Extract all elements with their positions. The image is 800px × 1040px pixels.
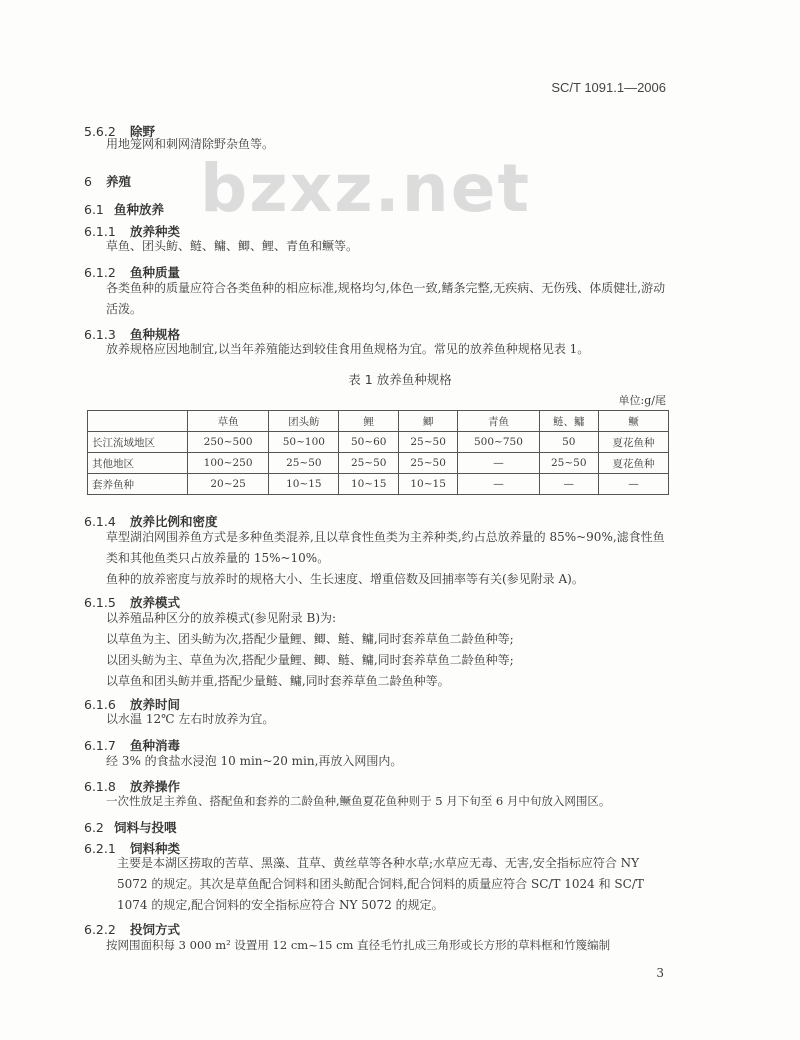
section-title: 放养比例和密度: [130, 514, 218, 529]
paragraph: 各类鱼种的质量应符合各类鱼种的相应标准,规格均匀,体色一致,鳍条完整,无疾病、无伤残、体质健壮,游动活泼。: [106, 281, 666, 316]
table-header-row: [88, 411, 669, 432]
table-header-cell: [88, 411, 188, 432]
paragraph: 用地笼网和刺网清除野杂鱼等。: [106, 137, 275, 151]
paragraph: 以草鱼为主、团头鲂为次,搭配少量鲤、鲫、鲢、鳙,同时套养草鱼二龄鱼种等;: [106, 632, 514, 646]
table-cell: —: [598, 474, 668, 495]
table-caption: 表 1 放养鱼种规格: [348, 372, 452, 387]
table-unit: 单位:g/尾: [618, 394, 666, 407]
table-cell: 250~500: [188, 432, 269, 453]
section-title: 投饲方式: [130, 922, 181, 937]
section-title: 放养操作: [130, 779, 181, 794]
table-header-cell: 鲤: [339, 411, 398, 432]
section-number: 5.6.2: [84, 124, 116, 139]
table-cell: 25~50: [398, 432, 457, 453]
section-title: 饲料与投喂: [114, 820, 177, 835]
section-6-2-heading: [84, 818, 177, 836]
section-number: 6.1: [84, 202, 104, 217]
section-title: 鱼种质量: [130, 265, 181, 280]
paragraph: 草型湖泊网围养鱼方式是多种鱼类混养,且以草食性鱼类为主养种类,约占总放养量的 85%~90%,滤食性鱼类和其他鱼类只占放养量的 15%~10%。: [106, 530, 665, 565]
section-title: 鱼种规格: [130, 327, 181, 342]
table-cell: 25~50: [398, 453, 457, 474]
table-cell: 长江流域地区: [88, 432, 188, 453]
section-number: 6.2.1: [84, 841, 116, 856]
paragraph: 以团头鲂为主、草鱼为次,搭配少量鲤、鲫、鲢、鳙,同时套养草鱼二龄鱼种等;: [106, 653, 514, 667]
table-header-cell: 团头鲂: [269, 411, 339, 432]
section-title: 鱼种放养: [114, 202, 165, 217]
section-title: 饲料种类: [130, 841, 181, 856]
paragraph: 以养殖品种区分的放养模式(参见附录 B)为:: [106, 611, 337, 625]
section-number: 6.1.8: [84, 779, 116, 794]
table-cell: 20~25: [188, 474, 269, 495]
table-cell: 10~15: [398, 474, 457, 495]
table-header-cell: 青鱼: [458, 411, 539, 432]
section-title: 除野: [130, 124, 156, 139]
table-cell: 50~60: [339, 432, 398, 453]
table-cell: —: [458, 453, 539, 474]
section-number: 6.2: [84, 820, 104, 835]
section-title: 养殖: [106, 174, 132, 189]
section-number: 6: [84, 174, 92, 189]
table-cell: 夏花鱼种: [598, 453, 668, 474]
table-cell: —: [458, 474, 539, 495]
section-6-1-heading: [84, 200, 164, 218]
table-header-cell: 鲫: [398, 411, 457, 432]
paragraph: 以水温 12℃ 左右时放养为宜。: [106, 712, 275, 726]
section-title: 放养种类: [130, 224, 181, 239]
table-header-cell: 草鱼: [188, 411, 269, 432]
section-number: 6.1.3: [84, 327, 116, 342]
paragraph: 鱼种的放养密度与放养时的规格大小、生长速度、增重倍数及回捕率等有关(参见附录 A)。: [106, 572, 584, 586]
table-cell: 其他地区: [88, 453, 188, 474]
table-cell: 25~50: [269, 453, 339, 474]
section-6-heading: [84, 172, 131, 190]
watermark: bzxz.net: [200, 150, 532, 227]
table-cell: 套养鱼种: [88, 474, 188, 495]
paragraph: 按网围面积每 3 000 m² 设置用 12 cm~15 cm 直径毛竹扎成三角形或长方形的草料框和竹篾编制: [106, 938, 611, 952]
section-number: 6.1.2: [84, 265, 116, 280]
section-title: 放养模式: [130, 595, 181, 610]
section-number: 6.1.1: [84, 224, 116, 239]
section-number: 6.2.2: [84, 922, 116, 937]
section-title: 放养时间: [130, 697, 181, 712]
table-cell: 500~750: [458, 432, 539, 453]
table-header-cell: 鳜: [598, 411, 668, 432]
table-cell: 50~100: [269, 432, 339, 453]
paragraph: 以草鱼和团头鲂并重,搭配少量鲢、鳙,同时套养草鱼二龄鱼种等。: [106, 674, 450, 688]
table-row: [88, 474, 669, 495]
section-number: 6.1.7: [84, 738, 116, 753]
table-cell: —: [539, 474, 598, 495]
table-cell: 夏花鱼种: [598, 432, 668, 453]
section-number: 6.1.4: [84, 514, 116, 529]
table-cell: 25~50: [339, 453, 398, 474]
paragraph: 一次性放足主养鱼、搭配鱼和套养的二龄鱼种,鳜鱼夏花鱼种则于 5 月下旬至 6 月中旬放入网围区。: [106, 794, 611, 808]
section-number: 6.1.5: [84, 595, 116, 610]
document-code-header: SC/T 1091.1—2006: [551, 80, 666, 95]
paragraph: 放养规格应因地制宜,以当年养殖能达到较佳食用鱼规格为宜。常见的放养鱼种规格见表 1。: [106, 342, 590, 356]
paragraph: 主要是本湖区捞取的苦草、黑藻、苴草、黄丝草等各种水草;水草应无毒、无害,安全指标应符合 NY 5072 的规定。其次是草鱼配合饲料和团头鲂配合饲料,配合饲料的质量应符合 SC/T 1024 和 SC/T 1074 的规定,配合饲料的安全指标应符合 NY 5072 的规定。: [117, 856, 644, 912]
table-header-cell: 鲢、鳙: [539, 411, 598, 432]
paragraph: 经 3% 的食盐水浸泡 10 min~20 min,再放入网围内。: [106, 754, 403, 768]
table-cell: 10~15: [269, 474, 339, 495]
section-title: 鱼种消毒: [130, 738, 181, 753]
table-cell: 100~250: [188, 453, 269, 474]
page-number: 3: [656, 966, 664, 980]
table-cell: 10~15: [339, 474, 398, 495]
stocking-size-table: [87, 410, 669, 495]
paragraph: 草鱼、团头鲂、鲢、鳙、鲫、鲤、青鱼和鳜等。: [106, 239, 359, 253]
section-number: 6.1.6: [84, 697, 116, 712]
table-cell: 25~50: [539, 453, 598, 474]
table-cell: 50: [539, 432, 598, 453]
table-row: [88, 453, 669, 474]
table-row: [88, 432, 669, 453]
